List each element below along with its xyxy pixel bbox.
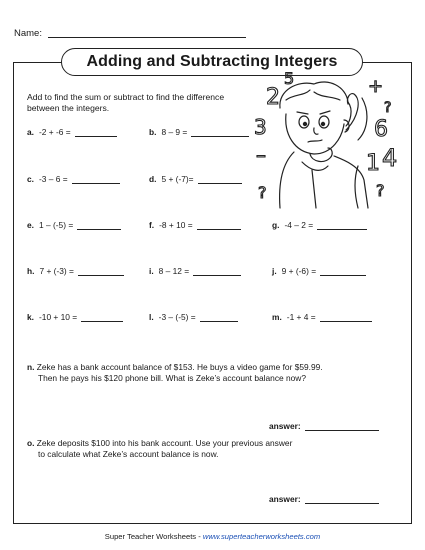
svg-text:?: ?	[376, 181, 385, 200]
answer-o: answer:	[269, 494, 379, 504]
worksheet-title: Adding and Subtracting Integers	[61, 48, 363, 76]
answer-o-line[interactable]	[305, 495, 379, 504]
problem-j: j. 9 + (-6) =	[272, 266, 366, 276]
answer-blank[interactable]	[193, 267, 241, 276]
answer-blank[interactable]	[197, 221, 241, 230]
answer-blank[interactable]	[77, 221, 121, 230]
answer-blank[interactable]	[200, 313, 238, 322]
svg-text:2: 2	[266, 85, 280, 110]
svg-text:3: 3	[254, 115, 267, 139]
footer: Super Teacher Worksheets - www.superteacherworksheets.com	[104, 532, 321, 541]
confused-boy-with-numbers-icon	[250, 70, 410, 210]
problem-e: e. 1 – (-5) =	[27, 220, 121, 230]
problem-i: i. 8 – 12 =	[149, 266, 241, 276]
instructions: Add to find the sum or subtract to find the difference between the integers.	[27, 92, 225, 113]
answer-blank[interactable]	[320, 313, 372, 322]
svg-text:?: ?	[258, 183, 267, 202]
problem-d: d. 5 + (-7)=	[149, 174, 242, 184]
problem-c: c. -3 – 6 =	[27, 174, 120, 184]
problem-f: f. -8 + 10 =	[149, 220, 241, 230]
answer-blank[interactable]	[198, 175, 242, 184]
svg-text:5: 5	[284, 70, 295, 88]
problem-a: a. -2 + -6 =	[27, 127, 117, 137]
svg-text:4: 4	[382, 144, 398, 172]
answer-blank[interactable]	[317, 221, 367, 230]
problem-g: g. -4 – 2 =	[272, 220, 367, 230]
answer-n-line[interactable]	[305, 422, 379, 431]
problem-k: k. -10 + 10 =	[27, 312, 123, 322]
answer-blank[interactable]	[72, 175, 120, 184]
answer-blank[interactable]	[78, 267, 124, 276]
answer-blank[interactable]	[81, 313, 123, 322]
svg-text:–: –	[256, 143, 266, 167]
svg-text:+: +	[368, 76, 384, 97]
problem-h: h. 7 + (-3) =	[27, 266, 124, 276]
svg-text:1: 1	[366, 151, 380, 176]
word-problem-n: n. Zeke has a bank account balance of $153. He buys a video game for $59.99. Then he pays his $120 phone bill. What is Zeke’s account balance now?	[27, 362, 323, 383]
name-line[interactable]	[48, 37, 246, 38]
svg-text:6: 6	[374, 117, 388, 142]
answer-n: answer:	[269, 421, 379, 431]
svg-text:?: ?	[384, 100, 392, 116]
answer-blank[interactable]	[320, 267, 366, 276]
answer-blank[interactable]	[75, 128, 117, 137]
problem-b: b. 8 – 9 =	[149, 127, 249, 137]
problem-m: m. -1 + 4 =	[272, 312, 372, 322]
footer-url-link[interactable]: www.superteacherworksheets.com	[202, 532, 321, 541]
name-label: Name:	[14, 28, 42, 39]
problem-l: l. -3 – (-5) =	[149, 312, 238, 322]
answer-blank[interactable]	[191, 128, 249, 137]
word-problem-o: o. Zeke deposits $100 into his bank account. Use your previous answer to calculate what Zeke’s account balance is now.	[27, 438, 293, 459]
